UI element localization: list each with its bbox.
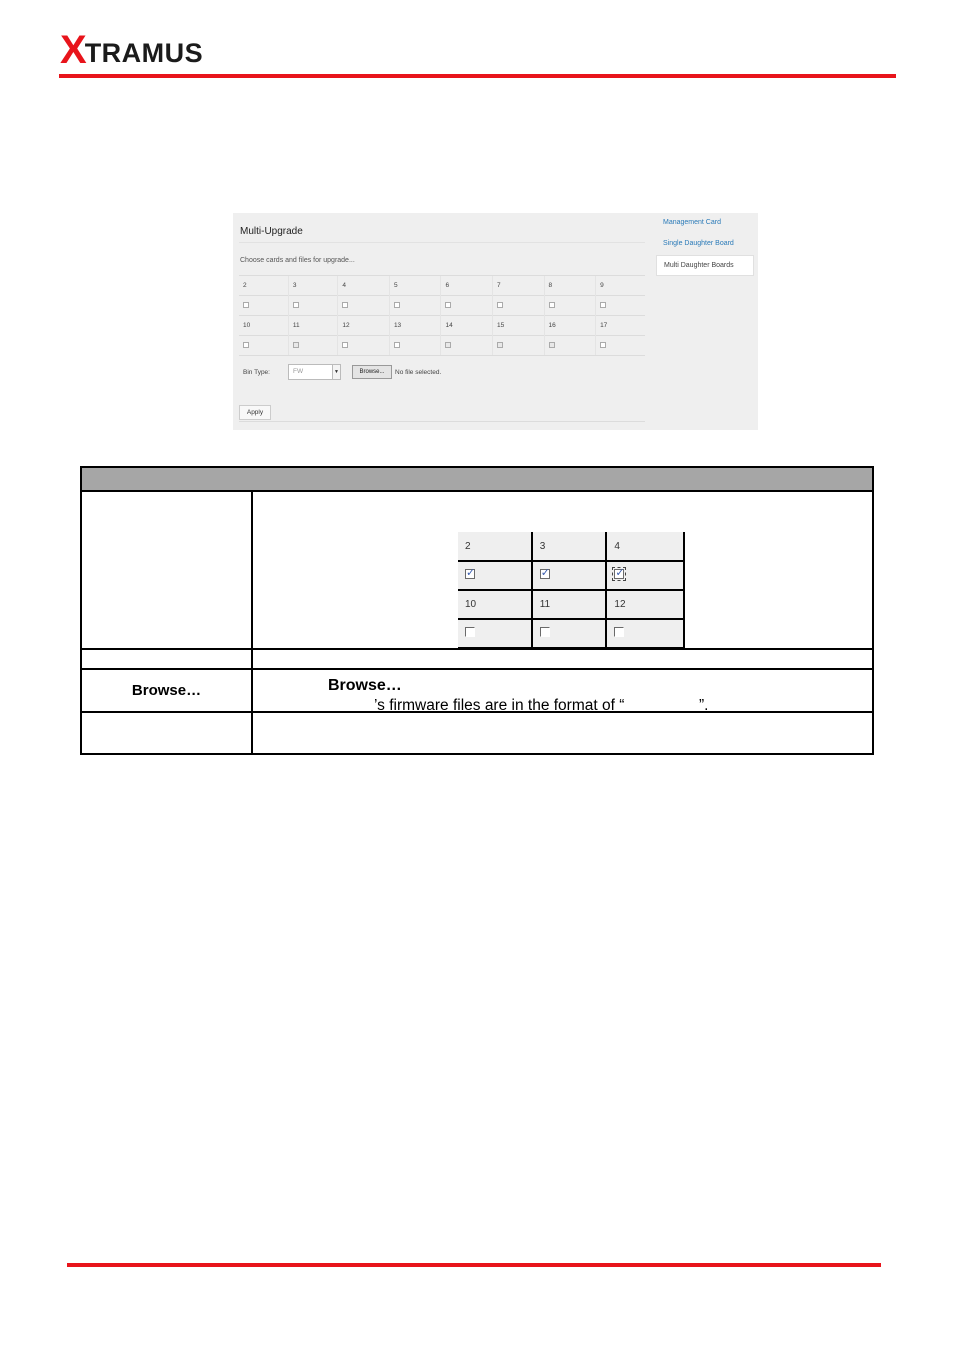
card-slot-label: 10 — [239, 316, 288, 336]
card-slot-checkbox-cell — [596, 296, 645, 316]
browse-bold-text: Browse… — [328, 677, 402, 694]
card-slot-checkbox[interactable] — [243, 302, 249, 308]
zoom-slot-checkbox[interactable] — [465, 569, 475, 579]
table-header-cell — [81, 467, 873, 491]
row-desc-cell — [252, 491, 873, 649]
card-slot-label: 8 — [544, 276, 596, 296]
panel-subtitle: Choose cards and files for upgrade... — [240, 257, 355, 264]
description-table — [80, 466, 874, 755]
card-slot-checkbox[interactable] — [497, 342, 503, 348]
card-slot-checkbox-cell — [239, 296, 288, 316]
card-slot-checkbox[interactable] — [342, 302, 348, 308]
zoomed-card-grid — [458, 532, 685, 648]
zoom-checkbox-row — [458, 561, 684, 590]
card-slot-checkbox[interactable] — [445, 302, 451, 308]
card-slot-label: 12 — [338, 316, 390, 336]
card-slot-label: 15 — [493, 316, 545, 336]
zoom-slot-label: 3 — [532, 532, 607, 561]
row-label-cell — [81, 649, 252, 669]
nav-single-daughter-board[interactable]: Single Daughter Board — [663, 240, 734, 247]
card-slot-checkbox-cell — [544, 296, 596, 316]
row-desc-cell — [252, 712, 873, 754]
card-slot-checkbox-cell — [544, 336, 596, 356]
card-slot-checkbox-cell — [441, 336, 493, 356]
bin-type-select[interactable] — [288, 364, 341, 380]
card-slot-checkbox-cell — [389, 336, 441, 356]
zoom-slot-checkbox-cell — [606, 561, 684, 590]
logo-text: TRAMUS — [84, 38, 204, 68]
table-row — [81, 491, 873, 649]
card-slot-checkbox-cell — [493, 336, 545, 356]
card-slot-label: 2 — [239, 276, 288, 296]
logo-x: X — [60, 28, 87, 72]
card-slot-checkbox[interactable] — [445, 342, 451, 348]
zoom-slot-checkbox[interactable] — [540, 627, 550, 637]
no-file-text: No file selected. — [395, 369, 442, 376]
card-slot-label: 3 — [288, 276, 337, 296]
card-slot-label: 7 — [493, 276, 545, 296]
card-slot-label: 9 — [596, 276, 645, 296]
card-label-row — [239, 276, 645, 296]
zoom-slot-checkbox[interactable] — [614, 627, 624, 637]
card-slot-label: 11 — [288, 316, 337, 336]
zoom-checkbox-row — [458, 619, 684, 648]
card-slot-checkbox-cell — [288, 296, 337, 316]
row-label-cell — [81, 491, 252, 649]
bin-type-label: Bin Type: — [243, 369, 270, 376]
multi-upgrade-screenshot — [233, 213, 758, 430]
card-slot-checkbox-cell — [338, 296, 390, 316]
card-checkbox-row — [239, 296, 645, 316]
card-slot-checkbox[interactable] — [497, 302, 503, 308]
card-slot-checkbox[interactable] — [549, 302, 555, 308]
zoom-slot-label: 4 — [606, 532, 684, 561]
title-divider — [239, 242, 645, 243]
apply-button[interactable]: Apply — [239, 405, 271, 420]
card-slot-checkbox-cell — [493, 296, 545, 316]
card-slot-checkbox-cell — [596, 336, 645, 356]
bin-type-value: FW — [293, 368, 304, 375]
zoom-slot-label: 2 — [458, 532, 532, 561]
card-selection-table — [239, 275, 645, 356]
card-slot-label: 6 — [441, 276, 493, 296]
browse-label-cell: Browse… — [81, 669, 252, 712]
zoom-label-row — [458, 532, 684, 561]
zoom-slot-checkbox[interactable] — [465, 627, 475, 637]
card-slot-checkbox[interactable] — [293, 302, 299, 308]
table-row — [81, 712, 873, 754]
zoom-slot-checkbox-cell — [458, 561, 532, 590]
card-slot-checkbox[interactable] — [549, 342, 555, 348]
card-slot-checkbox-cell — [441, 296, 493, 316]
nav-management-card[interactable]: Management Card — [663, 219, 721, 226]
browse-desc-text: ’s firmware files are in the format of “ — [374, 697, 625, 714]
table-row — [81, 649, 873, 669]
zoom-slot-label: 10 — [458, 590, 532, 619]
zoom-slot-checkbox-cell — [532, 561, 607, 590]
card-slot-label: 14 — [441, 316, 493, 336]
nav-multi-daughter-boards[interactable]: Multi Daughter Boards — [656, 255, 754, 276]
panel-bottom-divider — [239, 421, 645, 422]
card-slot-checkbox-cell — [288, 336, 337, 356]
zoom-slot-checkbox-cell — [458, 619, 532, 648]
card-slot-checkbox[interactable] — [243, 342, 249, 348]
zoom-label-row — [458, 590, 684, 619]
card-slot-label: 13 — [389, 316, 441, 336]
table-row-browse — [81, 669, 873, 712]
browse-desc-cell — [252, 669, 873, 712]
card-slot-checkbox[interactable] — [293, 342, 299, 348]
row-label-cell — [81, 712, 252, 754]
card-slot-label: 5 — [389, 276, 441, 296]
row-desc-cell — [252, 649, 873, 669]
browse-button[interactable]: Browse... — [352, 365, 392, 379]
card-slot-checkbox[interactable] — [394, 302, 400, 308]
card-slot-checkbox-cell — [239, 336, 288, 356]
footer-rule — [67, 1263, 881, 1267]
zoom-slot-label: 12 — [606, 590, 684, 619]
zoom-slot-checkbox[interactable] — [614, 569, 624, 579]
zoom-slot-label: 11 — [532, 590, 607, 619]
card-slot-checkbox-cell — [389, 296, 441, 316]
browse-desc-end: ”. — [699, 697, 709, 714]
zoom-slot-checkbox[interactable] — [540, 569, 550, 579]
zoom-slot-checkbox-cell — [532, 619, 607, 648]
zoom-slot-checkbox-cell — [606, 619, 684, 648]
xtramus-logo — [60, 28, 204, 72]
card-slot-checkbox[interactable] — [600, 342, 606, 348]
card-slot-checkbox[interactable] — [394, 342, 400, 348]
card-slot-checkbox-cell — [338, 336, 390, 356]
panel-title: Multi-Upgrade — [240, 226, 303, 237]
table-header-row — [81, 467, 873, 491]
card-slot-label: 4 — [338, 276, 390, 296]
card-slot-checkbox[interactable] — [600, 302, 606, 308]
card-slot-label: 17 — [596, 316, 645, 336]
card-checkbox-row — [239, 336, 645, 356]
card-slot-checkbox[interactable] — [342, 342, 348, 348]
side-nav — [656, 213, 754, 276]
header-rule — [59, 74, 896, 78]
card-slot-label: 16 — [544, 316, 596, 336]
card-label-row — [239, 316, 645, 336]
dropdown-arrow-icon: ▼ — [332, 365, 340, 379]
